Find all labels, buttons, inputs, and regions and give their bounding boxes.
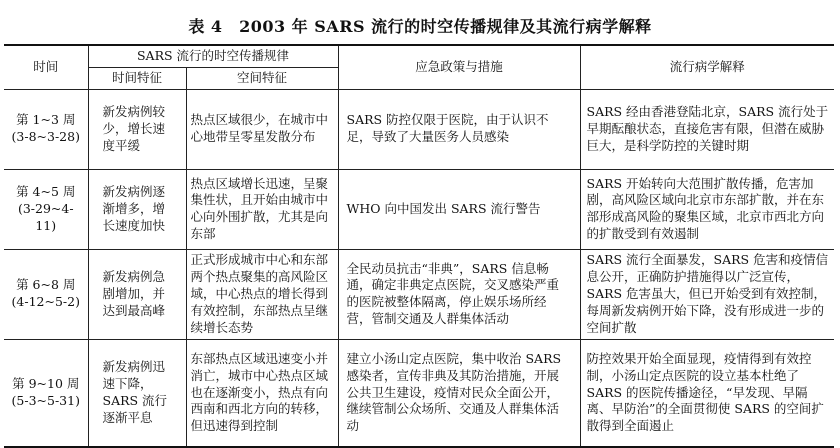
row-policy: SARS 防控仅限于医院，由于认识不足，导致了大量医务人员感染: [338, 89, 580, 169]
row-epi: SARS 开始转向大范围扩散传播，危害加剧，高风险区域向北京市东部扩散，并在东部形成高风险的聚集区域，北京市西北方向的扩散受到有效遏制: [580, 169, 834, 249]
row-time: 第 1~3 周 (3-8~3-28): [4, 89, 88, 169]
header-policy: 应急政策与措施: [338, 45, 580, 89]
row-time-feature: 新发病例较少，增长速度平缓: [88, 89, 186, 169]
row-policy: 建立小汤山定点医院，集中收治 SARS 感染者，宣传非典及其防治措施，开展公共卫生建设，疫情对民众全面公开，继续管制公众场所、交通及人群集体活动: [338, 339, 580, 447]
row-time: 第 4~5 周 (3-29~4-11): [4, 169, 88, 249]
table-row: [4, 249, 834, 339]
row-policy: 全民动员抗击“非典”，SARS 信息畅通，确定非典定点医院，交叉感染严重的医院被整体隔离，停止娱乐场所经营，管制交通及人群集体活动: [338, 249, 580, 339]
header-time: 时间: [4, 45, 88, 89]
row-policy: WHO 向中国发出 SARS 流行警告: [338, 169, 580, 249]
table-row: [4, 339, 834, 447]
row-time-feature: 新发病例逐渐增多，增长速度加快: [88, 169, 186, 249]
row-time: 第 6~8 周 (4-12~5-2): [4, 249, 88, 339]
table-title: 表 4 2003 年 SARS 流行的时空传播规律及其流行病学解释: [188, 17, 652, 36]
table-row: [4, 89, 834, 169]
row-time-feature: 新发病例迅速下降，SARS 流行逐渐平息: [88, 339, 186, 447]
row-space-feature: 东部热点区域迅速变小并消亡，城市中心热点区域也在逐渐变小，热点有向西南和西北方向的转移，但迅速得到控制: [186, 339, 338, 447]
row-time: 第 9~10 周 (5-3~5-31): [4, 339, 88, 447]
row-epi: SARS 流行全面暴发，SARS 危害和疫情信息公开，正确防护措施得以广泛宣传，SARS 危害虽大，但已开始受到有效控制，每周新发病例开始下降，没有形成进一步的空间扩散: [580, 249, 834, 339]
sars-table: [4, 44, 834, 448]
row-space-feature: 热点区域增长迅速，呈聚集性状，且开始由城市中心向外围扩散，尤其是向东部: [186, 169, 338, 249]
header-epi: 流行病学解释: [580, 45, 834, 89]
header-pattern-group: SARS 流行的时空传播规律: [88, 45, 338, 67]
row-epi: 防控效果开始全面显现，疫情得到有效控制，小汤山定点医院的设立基本杜绝了 SARS 的医院传播途径，“早发现、早隔离、早防治”的全面贯彻使 SARS 的空间扩散得到全面遏止: [580, 339, 834, 447]
table-row: [4, 169, 834, 249]
row-epi: SARS 经由香港登陆北京，SARS 流行处于早期酝酿状态，直接危害有限，但潜在威胁巨大，是科学防控的关键时期: [580, 89, 834, 169]
header-space-feature: 空间特征: [186, 67, 338, 89]
row-space-feature: 正式形成城市中心和东部两个热点聚集的高风险区域，中心热点的增长得到有效控制，东部热点呈继续增长态势: [186, 249, 338, 339]
row-space-feature: 热点区域很少，在城市中心地带呈零星发散分布: [186, 89, 338, 169]
row-time-feature: 新发病例急剧增加，并达到最高峰: [88, 249, 186, 339]
header-time-feature: 时间特征: [88, 67, 186, 89]
